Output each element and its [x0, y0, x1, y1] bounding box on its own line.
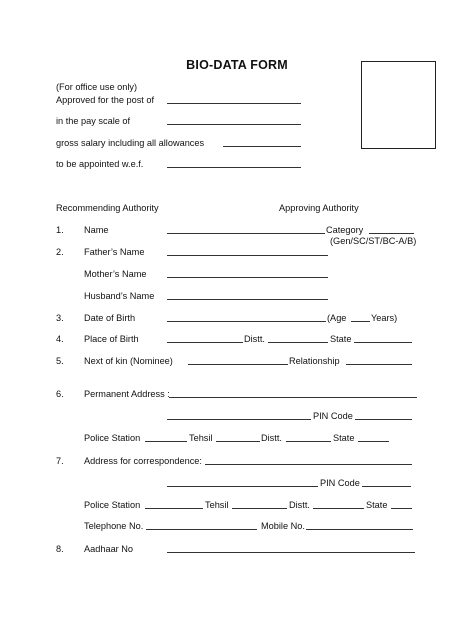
- mother-name-field[interactable]: [167, 277, 328, 278]
- name-label: Name: [84, 225, 109, 235]
- mobile-field[interactable]: [306, 529, 413, 530]
- recommending-authority: Recommending Authority: [56, 203, 159, 213]
- approving-authority: Approving Authority: [279, 203, 359, 213]
- permanent-address-label: Permanent Address :: [84, 389, 170, 399]
- permanent-police-field[interactable]: [145, 441, 187, 442]
- aadhaar-field[interactable]: [167, 552, 415, 553]
- appointed-label: to be appointed w.e.f.: [56, 159, 144, 169]
- item-num: 2.: [56, 247, 64, 257]
- permanent-pin-field[interactable]: [355, 419, 412, 420]
- husband-name-label: Husband’s Name: [84, 291, 155, 301]
- dob-field[interactable]: [167, 321, 326, 322]
- category-options: (Gen/SC/ST/BC-A/B): [330, 236, 417, 246]
- correspondence-line2[interactable]: [167, 486, 318, 487]
- item-num: 6.: [56, 389, 64, 399]
- item-num: 1.: [56, 225, 64, 235]
- item-num: 4.: [56, 334, 64, 344]
- office-use-heading: (For office use only): [56, 82, 138, 92]
- category-field[interactable]: [369, 233, 414, 234]
- correspondence-state-field[interactable]: [391, 508, 412, 509]
- kin-label: Next of kin (Nominee): [84, 356, 173, 366]
- correspondence-label: Address for correspondence:: [84, 456, 202, 466]
- pob-field[interactable]: [167, 342, 243, 343]
- appointed-field[interactable]: [167, 167, 301, 168]
- dob-label: Date of Birth: [84, 313, 136, 323]
- permanent-distt-label: Distt.: [261, 433, 282, 443]
- correspondence-police-label: Police Station: [84, 500, 141, 510]
- permanent-address-line2[interactable]: [167, 419, 311, 420]
- pob-distt-field[interactable]: [268, 342, 328, 343]
- permanent-state-label: State: [333, 433, 355, 443]
- telephone-label: Telephone No.: [84, 521, 144, 531]
- item-num: 3.: [56, 313, 64, 323]
- permanent-tehsil-field[interactable]: [216, 441, 260, 442]
- permanent-state-field[interactable]: [358, 441, 389, 442]
- pay-scale-field[interactable]: [167, 124, 301, 125]
- pay-scale-label: in the pay scale of: [56, 116, 131, 126]
- permanent-distt-field[interactable]: [286, 441, 331, 442]
- correspondence-tehsil-field[interactable]: [232, 508, 287, 509]
- mobile-label: Mobile No.: [261, 521, 305, 531]
- father-name-label: Father’s Name: [84, 247, 145, 257]
- pob-state-label: State: [330, 334, 352, 344]
- approved-post-label: Approved for the post of: [56, 95, 155, 105]
- pob-state-field[interactable]: [354, 342, 412, 343]
- photo-box: [361, 61, 436, 149]
- permanent-police-label: Police Station: [84, 433, 141, 443]
- husband-name-field[interactable]: [167, 299, 328, 300]
- permanent-tehsil-label: Tehsil: [189, 433, 213, 443]
- mother-name-label: Mother’s Name: [84, 269, 147, 279]
- correspondence-pin-label: PIN Code: [320, 478, 360, 488]
- pob-distt-label: Distt.: [244, 334, 265, 344]
- aadhaar-label: Aadhaar No: [84, 544, 134, 554]
- correspondence-state-label: State: [366, 500, 388, 510]
- name-field[interactable]: [167, 233, 325, 234]
- permanent-address-field[interactable]: [169, 397, 417, 398]
- item-num: 8.: [56, 544, 64, 554]
- correspondence-pin-field[interactable]: [362, 486, 411, 487]
- correspondence-tehsil-label: Tehsil: [205, 500, 229, 510]
- approved-post-field[interactable]: [167, 103, 301, 104]
- correspondence-field[interactable]: [205, 464, 412, 465]
- permanent-pin-label: PIN Code: [313, 411, 353, 421]
- relationship-field[interactable]: [346, 364, 412, 365]
- kin-field[interactable]: [188, 364, 288, 365]
- age-field[interactable]: [351, 321, 370, 322]
- father-name-field[interactable]: [167, 255, 328, 256]
- form-title: BIO-DATA FORM: [186, 58, 288, 72]
- correspondence-distt-label: Distt.: [289, 500, 310, 510]
- category-label: Category: [326, 225, 364, 235]
- telephone-field[interactable]: [146, 529, 257, 530]
- gross-salary-field[interactable]: [223, 146, 301, 147]
- gross-salary-label: gross salary including all allowances: [56, 138, 205, 148]
- item-num: 7.: [56, 456, 64, 466]
- age-prefix: (Age: [327, 313, 347, 323]
- correspondence-police-field[interactable]: [145, 508, 203, 509]
- item-num: 5.: [56, 356, 64, 366]
- relationship-label: Relationship: [289, 356, 340, 366]
- age-suffix: Years): [371, 313, 398, 323]
- pob-label: Place of Birth: [84, 334, 139, 344]
- correspondence-distt-field[interactable]: [313, 508, 364, 509]
